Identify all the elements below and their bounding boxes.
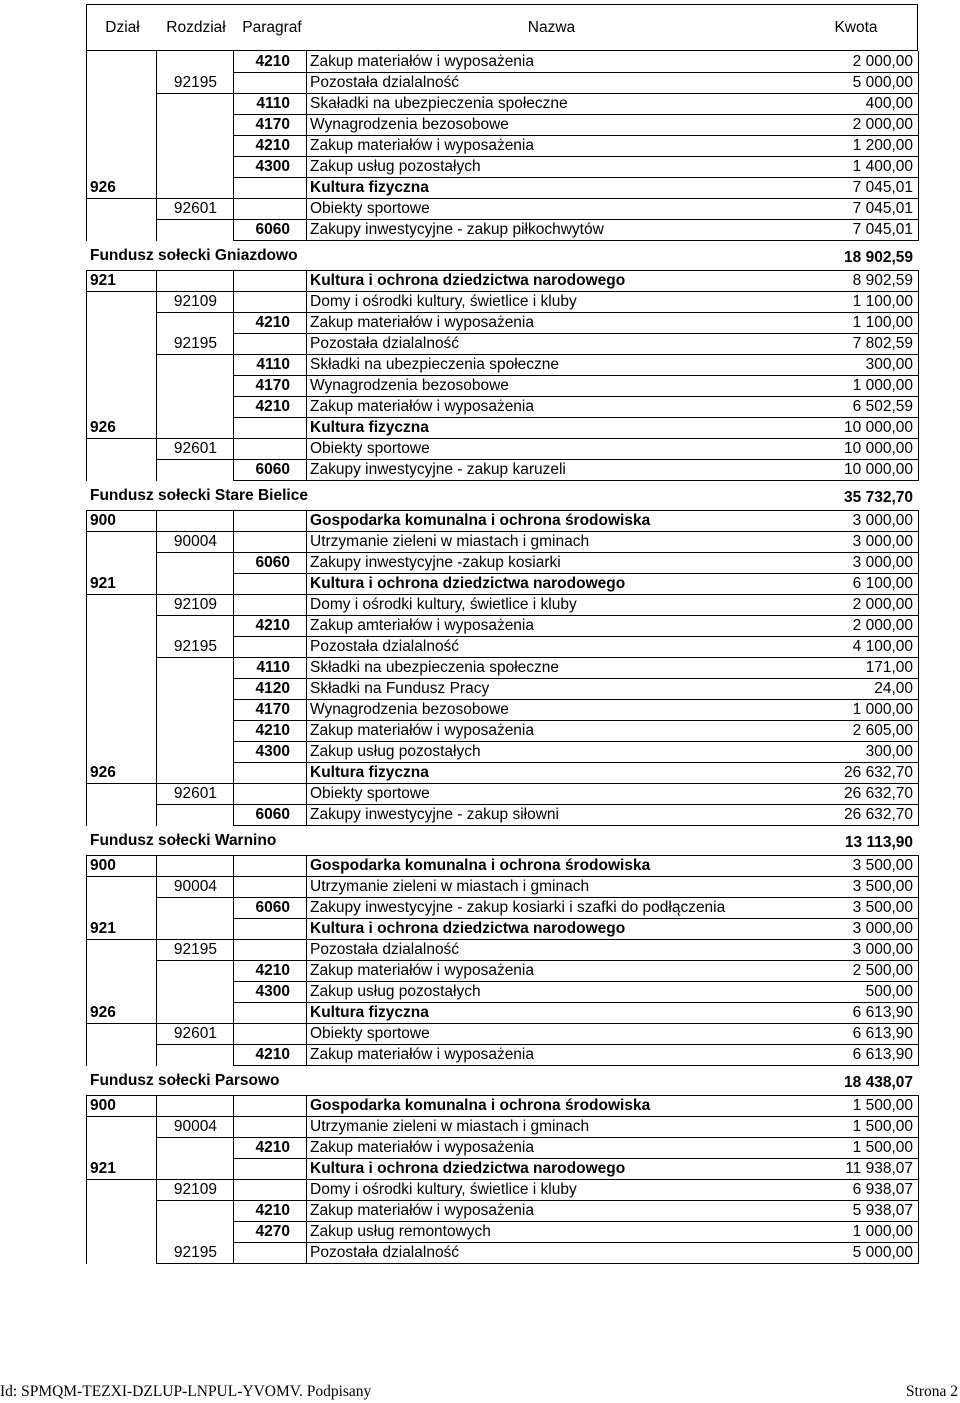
item-amount: 3 000,00 xyxy=(852,920,913,937)
item-amount: 5 000,00 xyxy=(852,74,913,91)
item-amount: 1 100,00 xyxy=(852,293,913,310)
item-name: Obiekty sportowe xyxy=(310,785,430,802)
fund-title: Fundusz sołecki Stare Bielice xyxy=(90,487,308,504)
rozdzial-code: 92109 xyxy=(173,1181,217,1198)
table-rule xyxy=(233,1095,234,1264)
dzial-code: 900 xyxy=(90,1097,116,1114)
rozdzial-code: 90004 xyxy=(173,878,217,895)
table-rule xyxy=(156,270,157,481)
paragraf-code: 6060 xyxy=(255,554,290,571)
item-amount: 1 100,00 xyxy=(852,314,913,331)
item-amount: 3 000,00 xyxy=(852,554,913,571)
paragraf-code: 4170 xyxy=(255,377,290,394)
item-amount: 6 502,59 xyxy=(852,398,913,415)
item-amount: 300,00 xyxy=(865,743,913,760)
item-name: Pozostała dzialalność xyxy=(310,74,460,91)
item-name: Wynagrodzenia bezosobowe xyxy=(310,377,509,394)
header-nazwa: Nazwa xyxy=(527,19,576,36)
item-amount: 3 500,00 xyxy=(852,878,913,895)
item-name: Obiekty sportowe xyxy=(310,200,430,217)
item-amount: 2 605,00 xyxy=(852,722,913,739)
item-amount: 400,00 xyxy=(865,95,913,112)
item-name: Zakup usług remontowych xyxy=(310,1223,491,1240)
item-amount: 1 400,00 xyxy=(852,158,913,175)
paragraf-code: 6060 xyxy=(255,221,290,238)
dzial-code: 900 xyxy=(90,857,116,874)
item-amount: 300,00 xyxy=(865,356,913,373)
item-amount: 10 000,00 xyxy=(844,419,913,436)
item-amount: 5 938,07 xyxy=(852,1202,913,1219)
item-name: Kultura fizyczna xyxy=(310,1004,429,1021)
table-rule xyxy=(918,270,919,481)
footer-signature-id: Id: SPMQM-TEZXI-DZLUP-LNPUL-YVOMV. Podpisany xyxy=(0,1383,372,1400)
item-name: Zakup materiałów i wyposażenia xyxy=(310,53,534,70)
table-rule xyxy=(233,1065,919,1066)
dzial-code: 921 xyxy=(90,920,116,937)
item-name: Kultura fizyczna xyxy=(310,764,429,781)
table-rule xyxy=(86,855,87,1066)
item-name: Gospodarka komunalna i ochrona środowiska xyxy=(310,1097,651,1114)
item-amount: 6 938,07 xyxy=(852,1181,913,1198)
item-name: Obiekty sportowe xyxy=(310,440,430,457)
table-rule xyxy=(86,51,87,241)
item-amount: 7 045,01 xyxy=(852,221,913,238)
paragraf-code: 4210 xyxy=(255,1139,290,1156)
dzial-code: 921 xyxy=(90,272,116,289)
item-amount: 1 000,00 xyxy=(852,1223,913,1240)
dzial-code: 900 xyxy=(90,512,116,529)
item-name: Zakupy inwestycyjne - zakup kosiarki i szafki do podłączenia xyxy=(310,899,726,916)
rozdzial-code: 92601 xyxy=(173,440,217,457)
item-amount: 500,00 xyxy=(865,983,913,1000)
item-amount: 6 613,90 xyxy=(852,1046,913,1063)
paragraf-code: 4210 xyxy=(255,617,290,634)
item-amount: 26 632,70 xyxy=(844,764,913,781)
item-name: Domy i ośrodki kultury, świetlice i kluby xyxy=(310,1181,577,1198)
item-amount: 7 045,01 xyxy=(852,179,913,196)
item-name: Składki na Fundusz Pracy xyxy=(310,680,490,697)
rozdzial-code: 92195 xyxy=(173,941,217,958)
paragraf-code: 4120 xyxy=(255,680,290,697)
item-name: Pozostała dzialalność xyxy=(310,941,460,958)
table-rule xyxy=(306,510,307,826)
fund-title: Fundusz sołecki Warnino xyxy=(90,832,277,849)
item-amount: 26 632,70 xyxy=(844,785,913,802)
item-name: Zakup usług pozostałych xyxy=(310,743,481,760)
item-name: Obiekty sportowe xyxy=(310,1025,430,1042)
item-name: Kultura i ochrona dziedzictwa narodowego xyxy=(310,920,626,937)
item-name: Zakup materiałów i wyposażenia xyxy=(310,137,534,154)
item-amount: 26 632,70 xyxy=(844,806,913,823)
table-rule xyxy=(86,510,87,826)
item-amount: 8 902,59 xyxy=(852,272,913,289)
item-amount: 2 000,00 xyxy=(852,116,913,133)
item-amount: 10 000,00 xyxy=(844,461,913,478)
paragraf-code: 4170 xyxy=(255,701,290,718)
dzial-code: 926 xyxy=(90,419,116,436)
item-name: Składki na ubezpieczenia społeczne xyxy=(310,356,560,373)
item-amount: 1 000,00 xyxy=(852,701,913,718)
dzial-code: 921 xyxy=(90,1160,116,1177)
rozdzial-code: 92195 xyxy=(173,638,217,655)
item-name: Zakup materiałów i wyposażenia xyxy=(310,1139,534,1156)
table-rule xyxy=(86,270,87,481)
fund-title: Fundusz sołecki Gniazdowo xyxy=(90,247,298,264)
dzial-code: 926 xyxy=(90,764,116,781)
rozdzial-code: 92601 xyxy=(173,200,217,217)
table-rule xyxy=(233,480,919,481)
item-amount: 3 500,00 xyxy=(852,857,913,874)
item-amount: 1 500,00 xyxy=(852,1118,913,1135)
table-rule xyxy=(306,1095,307,1264)
table-rule xyxy=(233,855,234,1066)
item-amount: 7 045,01 xyxy=(852,200,913,217)
item-amount: 171,00 xyxy=(865,659,913,676)
table-rule xyxy=(233,51,234,241)
item-name: Zakupy inwestycyjne -zakup kosiarki xyxy=(310,554,561,571)
paragraf-code: 4110 xyxy=(256,659,290,676)
rozdzial-code: 92601 xyxy=(173,785,217,802)
item-amount: 2 000,00 xyxy=(852,53,913,70)
paragraf-code: 4210 xyxy=(255,962,290,979)
rozdzial-code: 90004 xyxy=(173,1118,217,1135)
item-amount: 1 500,00 xyxy=(852,1097,913,1114)
header-paragraf: Paragraf xyxy=(242,19,302,36)
item-name: Kultura i ochrona dziedzictwa narodowego xyxy=(310,1160,626,1177)
item-name: Składki na ubezpieczenia społeczne xyxy=(310,659,560,676)
item-name: Kultura fizyczna xyxy=(310,419,429,436)
item-name: Zakup usług pozostałych xyxy=(310,158,481,175)
paragraf-code: 4270 xyxy=(255,1223,290,1240)
table-rule xyxy=(156,510,157,826)
item-name: Zakup materiałów i wyposażenia xyxy=(310,314,534,331)
item-name: Zakupy inwestycyjne - zakup siłowni xyxy=(310,806,559,823)
item-amount: 24,00 xyxy=(874,680,913,697)
item-amount: 6 613,90 xyxy=(852,1025,913,1042)
item-amount: 2 500,00 xyxy=(852,962,913,979)
table-rule xyxy=(156,51,157,241)
dzial-code: 926 xyxy=(90,1004,116,1021)
item-amount: 3 500,00 xyxy=(852,899,913,916)
table-rule xyxy=(156,855,157,1066)
rozdzial-code: 92195 xyxy=(173,74,217,91)
paragraf-code: 4210 xyxy=(255,1046,290,1063)
header-rozdzial: Rozdział xyxy=(166,19,226,36)
header-kwota: Kwota xyxy=(834,19,878,36)
item-amount: 1 200,00 xyxy=(852,137,913,154)
table-rule xyxy=(918,855,919,1066)
table-rule xyxy=(86,1095,87,1264)
dzial-code: 921 xyxy=(90,575,116,592)
paragraf-code: 4210 xyxy=(255,137,290,154)
item-name: Kultura i ochrona dziedzictwa narodowego xyxy=(310,272,626,289)
item-name: Gospodarka komunalna i ochrona środowiska xyxy=(310,512,651,529)
rozdzial-code: 92109 xyxy=(173,293,217,310)
paragraf-code: 4110 xyxy=(256,356,290,373)
paragraf-code: 6060 xyxy=(255,461,290,478)
item-amount: 2 000,00 xyxy=(852,596,913,613)
item-name: Zakup materiałów i wyposażenia xyxy=(310,1046,534,1063)
paragraf-code: 6060 xyxy=(255,806,290,823)
paragraf-code: 4210 xyxy=(255,314,290,331)
item-name: Zakup materiałów i wyposażenia xyxy=(310,398,534,415)
table-rule xyxy=(233,240,919,241)
item-amount: 6 613,90 xyxy=(852,1004,913,1021)
fund-total: 18 902,59 xyxy=(844,249,913,266)
rozdzial-code: 92601 xyxy=(173,1025,217,1042)
paragraf-code: 4300 xyxy=(255,158,290,175)
table-rule xyxy=(306,270,307,481)
header-dzial: Dział xyxy=(105,19,140,36)
table-rule xyxy=(156,1263,919,1264)
paragraf-code: 4210 xyxy=(255,722,290,739)
item-name: Kultura fizyczna xyxy=(310,179,429,196)
paragraf-code: 4210 xyxy=(255,53,290,70)
item-amount: 1 000,00 xyxy=(852,377,913,394)
table-rule xyxy=(306,855,307,1066)
table-rule xyxy=(918,1095,919,1264)
item-amount: 6 100,00 xyxy=(852,575,913,592)
rozdzial-code: 92109 xyxy=(173,596,217,613)
fund-total: 18 438,07 xyxy=(844,1074,913,1091)
item-name: Domy i ośrodki kultury, świetlice i kluby xyxy=(310,293,577,310)
item-name: Zakup usług pozostałych xyxy=(310,983,481,1000)
rozdzial-code: 92195 xyxy=(173,1244,217,1261)
rozdzial-code: 90004 xyxy=(173,533,217,550)
item-name: Zakup amteriałów i wyposażenia xyxy=(310,617,534,634)
item-name: Utrzymanie zieleni w miastach i gminach xyxy=(310,878,590,895)
item-amount: 5 000,00 xyxy=(852,1244,913,1261)
paragraf-code: 4300 xyxy=(255,743,290,760)
table-rule xyxy=(156,1095,157,1264)
paragraf-code: 4170 xyxy=(255,116,290,133)
item-name: Skaładki na ubezpieczenia społeczne xyxy=(310,95,568,112)
item-name: Zakup materiałów i wyposażenia xyxy=(310,722,534,739)
fund-total: 35 732,70 xyxy=(844,489,913,506)
fund-title: Fundusz sołecki Parsowo xyxy=(90,1072,280,1089)
item-name: Wynagrodzenia bezosobowe xyxy=(310,116,509,133)
item-name: Pozostała dzialalność xyxy=(310,335,460,352)
item-name: Wynagrodzenia bezosobowe xyxy=(310,701,509,718)
item-name: Zakupy inwestycyjne - zakup piłkochwytów xyxy=(310,221,604,238)
item-name: Zakup materiałów i wyposażenia xyxy=(310,962,534,979)
item-amount: 10 000,00 xyxy=(844,440,913,457)
item-name: Zakupy inwestycyjne - zakup karuzeli xyxy=(310,461,566,478)
table-rule xyxy=(233,270,234,481)
item-amount: 1 500,00 xyxy=(852,1139,913,1156)
paragraf-code: 4110 xyxy=(256,95,290,112)
item-name: Kultura i ochrona dziedzictwa narodowego xyxy=(310,575,626,592)
table-rule xyxy=(306,51,307,241)
item-amount: 3 000,00 xyxy=(852,941,913,958)
item-amount: 3 000,00 xyxy=(852,512,913,529)
rozdzial-code: 92195 xyxy=(173,335,217,352)
footer-page-number: Strona 2 xyxy=(905,1383,958,1400)
paragraf-code: 4210 xyxy=(255,398,290,415)
dzial-code: 926 xyxy=(90,179,116,196)
item-name: Utrzymanie zieleni w miastach i gminach xyxy=(310,533,590,550)
item-name: Pozostała dzialalność xyxy=(310,1244,460,1261)
item-name: Gospodarka komunalna i ochrona środowiska xyxy=(310,857,651,874)
paragraf-code: 4300 xyxy=(255,983,290,1000)
paragraf-code: 4210 xyxy=(255,1202,290,1219)
item-amount: 7 802,59 xyxy=(852,335,913,352)
item-amount: 11 938,07 xyxy=(845,1160,913,1177)
item-name: Utrzymanie zieleni w miastach i gminach xyxy=(310,1118,590,1135)
item-name: Domy i ośrodki kultury, świetlice i kluby xyxy=(310,596,577,613)
item-name: Zakup materiałów i wyposażenia xyxy=(310,1202,534,1219)
table-header xyxy=(86,4,918,51)
item-name: Pozostała dzialalność xyxy=(310,638,460,655)
table-rule xyxy=(233,825,919,826)
table-rule xyxy=(918,51,919,241)
table-rule xyxy=(918,510,919,826)
item-amount: 4 100,00 xyxy=(852,638,913,655)
fund-total: 13 113,90 xyxy=(844,834,913,851)
table-rule xyxy=(233,510,234,826)
item-amount: 2 000,00 xyxy=(852,617,913,634)
paragraf-code: 6060 xyxy=(255,899,290,916)
item-amount: 3 000,00 xyxy=(852,533,913,550)
